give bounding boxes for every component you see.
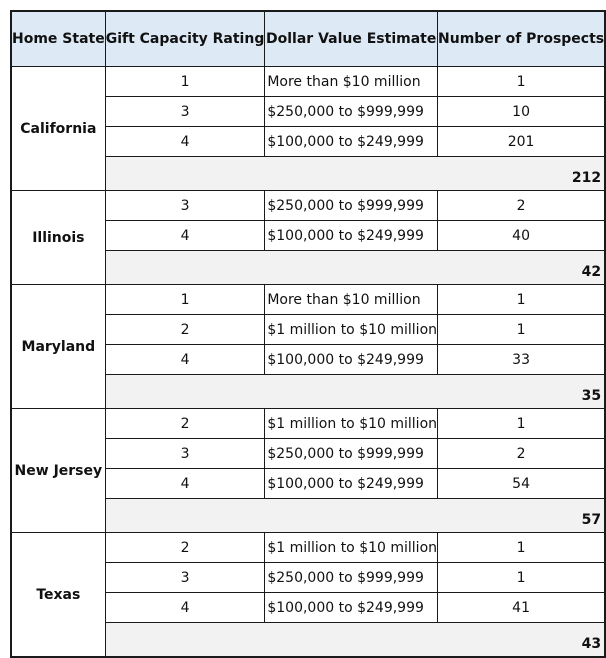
rating-cell: 3	[105, 563, 265, 593]
table-row	[11, 285, 605, 315]
table-row	[11, 191, 605, 221]
count-cell: 10	[438, 97, 606, 127]
dollar-cell: $1 million to $10 million	[265, 533, 438, 563]
count-cell: 1	[438, 67, 606, 97]
dollar-cell: $250,000 to $999,999	[265, 97, 438, 127]
dollar-cell: $100,000 to $249,999	[265, 221, 438, 251]
dollar-cell: $1 million to $10 million	[265, 315, 438, 345]
count-cell: 201	[438, 127, 606, 157]
state-cell: Illinois	[11, 191, 105, 285]
table-row	[11, 533, 605, 563]
rating-cell: 4	[105, 593, 265, 623]
rating-cell: 4	[105, 221, 265, 251]
rating-cell: 2	[105, 315, 265, 345]
table-row	[11, 67, 605, 97]
rating-cell: 2	[105, 533, 265, 563]
state-cell: California	[11, 67, 105, 191]
subtotal-value: 43	[105, 623, 605, 658]
count-cell: 1	[438, 409, 606, 439]
dollar-cell: $100,000 to $249,999	[265, 593, 438, 623]
subtotal-value: 212	[105, 157, 605, 191]
count-cell: 40	[438, 221, 606, 251]
header-number-of-prospects: Number of Prospects	[438, 11, 606, 67]
dollar-cell: $100,000 to $249,999	[265, 469, 438, 499]
count-cell: 1	[438, 563, 606, 593]
count-cell: 33	[438, 345, 606, 375]
state-cell: Texas	[11, 533, 105, 658]
count-cell: 41	[438, 593, 606, 623]
prospects-table	[10, 10, 606, 658]
dollar-cell: $100,000 to $249,999	[265, 127, 438, 157]
rating-cell: 3	[105, 97, 265, 127]
count-cell: 1	[438, 285, 606, 315]
rating-cell: 1	[105, 285, 265, 315]
count-cell: 1	[438, 533, 606, 563]
table-body	[11, 67, 605, 658]
header-dollar-value-estimate: Dollar Value Estimate	[265, 11, 438, 67]
dollar-cell: $250,000 to $999,999	[265, 191, 438, 221]
rating-cell: 4	[105, 469, 265, 499]
rating-cell: 1	[105, 67, 265, 97]
rating-cell: 4	[105, 345, 265, 375]
state-cell: Maryland	[11, 285, 105, 409]
count-cell: 1	[438, 315, 606, 345]
table-row	[11, 409, 605, 439]
rating-cell: 4	[105, 127, 265, 157]
dollar-cell: $250,000 to $999,999	[265, 563, 438, 593]
dollar-cell: More than $10 million	[265, 67, 438, 97]
header-gift-capacity-rating: Gift Capacity Rating	[105, 11, 265, 67]
dollar-cell: $250,000 to $999,999	[265, 439, 438, 469]
header-home-state: Home State	[11, 11, 105, 67]
dollar-cell: $100,000 to $249,999	[265, 345, 438, 375]
count-cell: 2	[438, 439, 606, 469]
rating-cell: 3	[105, 439, 265, 469]
rating-cell: 3	[105, 191, 265, 221]
header-row	[11, 11, 605, 67]
count-cell: 2	[438, 191, 606, 221]
rating-cell: 2	[105, 409, 265, 439]
subtotal-value: 35	[105, 375, 605, 409]
state-cell: New Jersey	[11, 409, 105, 533]
dollar-cell: More than $10 million	[265, 285, 438, 315]
count-cell: 54	[438, 469, 606, 499]
subtotal-value: 57	[105, 499, 605, 533]
dollar-cell: $1 million to $10 million	[265, 409, 438, 439]
subtotal-value: 42	[105, 251, 605, 285]
